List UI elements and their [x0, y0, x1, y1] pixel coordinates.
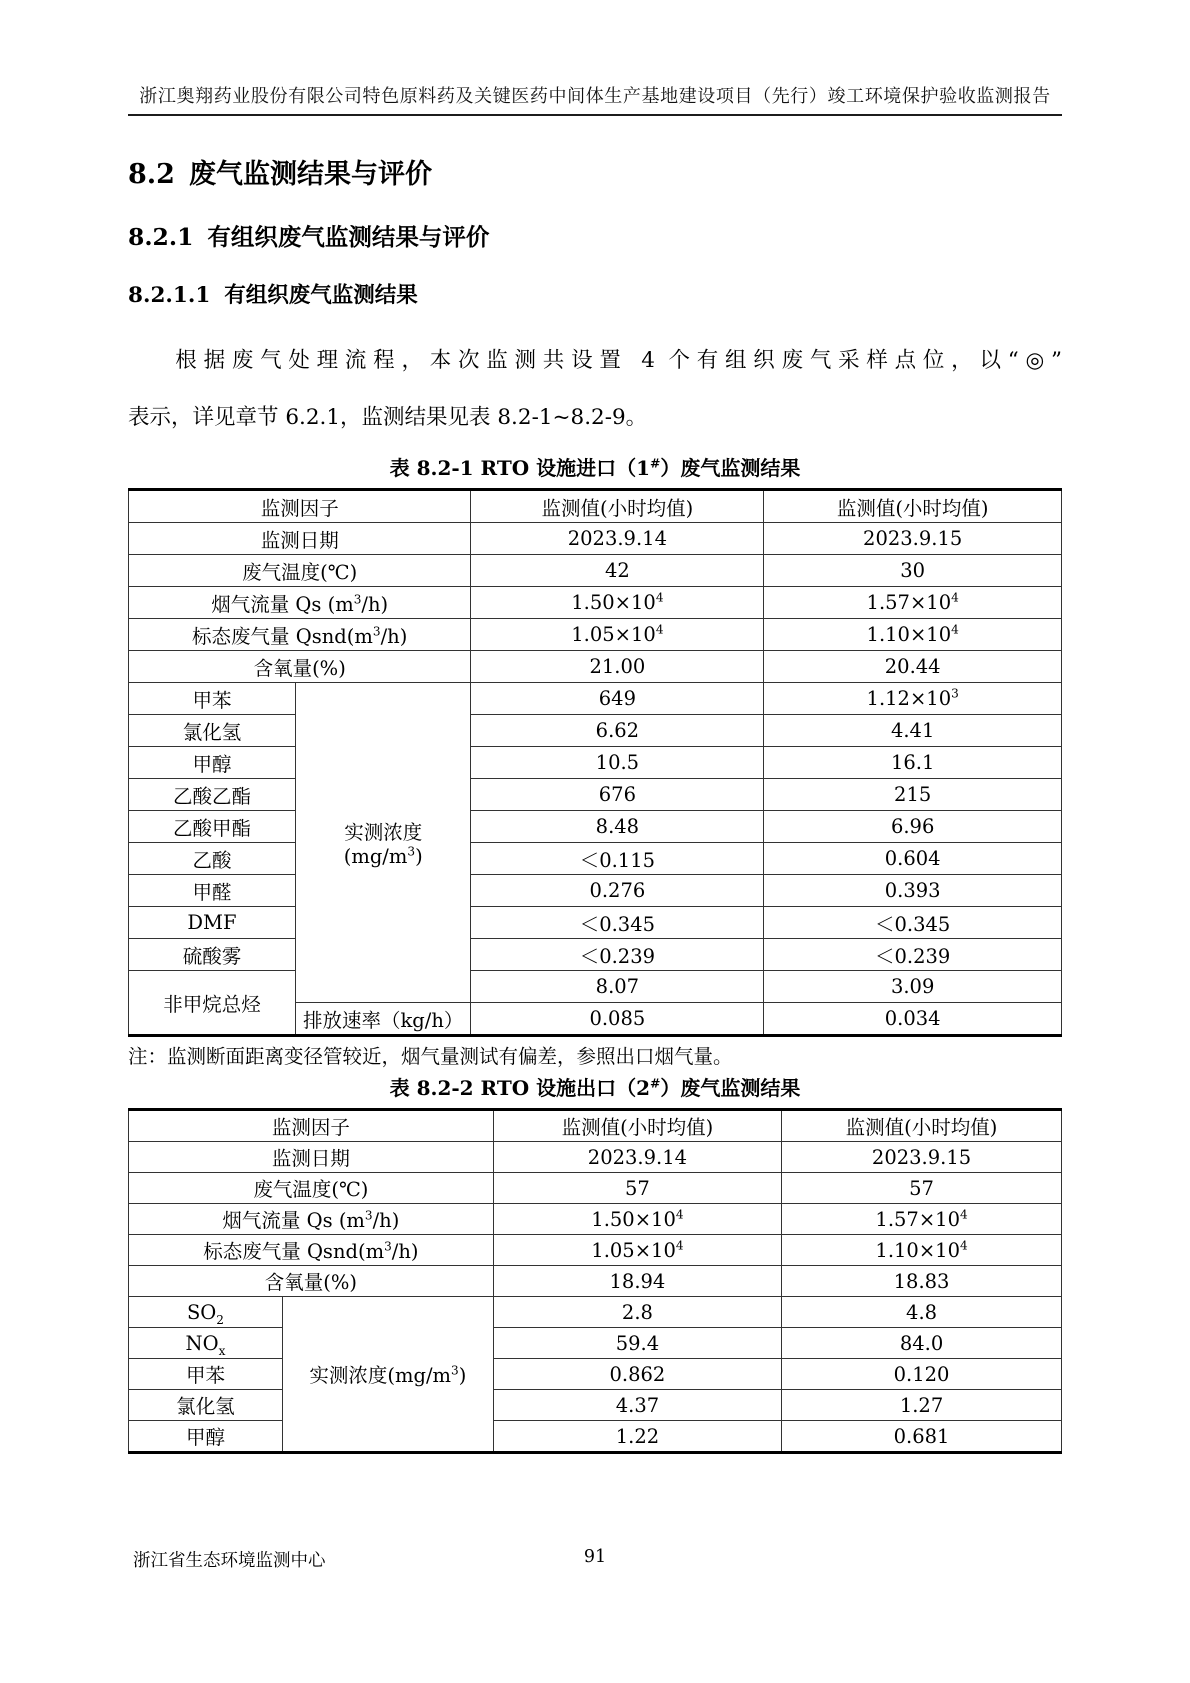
factor-label-cell: 废气温度(℃): [129, 555, 471, 587]
factor-label-cell: 烟气流量 Qs $(m^3/h)$: [129, 587, 471, 619]
value-cell: 4.41: [764, 715, 1062, 747]
value-cell: $1.57\times 10^4$: [764, 587, 1062, 619]
value-cell: $1.50\times 10^4$: [493, 1204, 781, 1235]
value-cell: 6.62: [471, 715, 764, 747]
value-cell: 57: [493, 1173, 781, 1204]
table-row: [129, 1204, 1062, 1235]
value-cell: 0.862: [493, 1359, 781, 1390]
table-row: [129, 619, 1062, 651]
report-header: [128, 82, 1062, 116]
table-row: [129, 1328, 1062, 1359]
factor-label-cell: 含氧量(%): [129, 1266, 494, 1297]
factor-label-cell: 废气温度(℃): [129, 1173, 494, 1204]
factor-label-cell: 监测日期: [129, 1142, 494, 1173]
value-cell: 16.1: [764, 747, 1062, 779]
table-row: [129, 715, 1062, 747]
pollutant-label-cell: 硫酸雾: [129, 939, 296, 971]
column-header-cell: 监测值(小时均值): [782, 1110, 1062, 1142]
value-cell: 21.00: [471, 651, 764, 683]
value-cell: ＜0.115: [471, 843, 764, 875]
table-row: [129, 1142, 1062, 1173]
table-row: [129, 779, 1062, 811]
value-cell: ＜0.239: [764, 939, 1062, 971]
value-cell: 0.085: [471, 1003, 764, 1036]
table-row: [129, 811, 1062, 843]
table-row: [129, 587, 1062, 619]
value-cell: 1.22: [493, 1421, 781, 1453]
value-cell: ＜0.239: [471, 939, 764, 971]
pollutant-label-cell: 乙酸乙酯: [129, 779, 296, 811]
factor-label-cell: 标态废气量 $Qsnd(m^3/h)$: [129, 619, 471, 651]
heading-text: 有组织废气监测结果与评价: [207, 223, 490, 251]
footer-org-name: 浙江省生态环境监测中心: [133, 1551, 326, 1571]
paragraph-line: 根据废气处理流程，本次监测共设置 4 个有组织废气采样点位，以“◎”: [175, 348, 1062, 373]
value-cell: $1.10\times 10^4$: [764, 619, 1062, 651]
pollutant-label-cell: 乙酸: [129, 843, 296, 875]
pollutant-label-cell: $SO_2$: [129, 1297, 283, 1328]
table-8-2-1: [128, 488, 1062, 1037]
pollutant-label-cell: 甲苯: [129, 1359, 283, 1390]
table-row: [129, 555, 1062, 587]
table-8-2-1-title: 表 8.2-1 RTO 设施进口（1#）废气监测结果: [389, 455, 801, 480]
pollutant-label-cell: 氯化氢: [129, 1390, 283, 1421]
pollutant-label-cell: DMF: [129, 907, 296, 939]
value-cell: 30: [764, 555, 1062, 587]
value-cell: 57: [782, 1173, 1062, 1204]
column-header-cell: 监测值(小时均值): [471, 490, 764, 523]
value-cell: $1.10\times 10^4$: [782, 1235, 1062, 1266]
value-cell: 18.83: [782, 1266, 1062, 1297]
table-row: [129, 1421, 1062, 1453]
column-header-cell: 监测因子: [129, 490, 471, 523]
value-cell: $1.12\times 10^3$: [764, 683, 1062, 715]
factor-label-cell: 含氧量(%): [129, 651, 471, 683]
value-cell: 10.5: [471, 747, 764, 779]
value-cell: 8.07: [471, 971, 764, 1003]
value-cell: 2023.9.15: [764, 523, 1062, 555]
pollutant-label-cell: 非甲烷总烃: [129, 971, 296, 1036]
value-cell: 18.94: [493, 1266, 781, 1297]
emission-rate-label-cell: 排放速率（kg/h）: [296, 1003, 471, 1036]
table-row: [129, 843, 1062, 875]
table-row: [129, 490, 1062, 523]
pollutant-label-cell: 甲醇: [129, 747, 296, 779]
section-heading-8-2-1-1: [128, 282, 1062, 310]
report-header-title: 浙江奥翔药业股份有限公司特色原料药及关键医药中间体生产基地建设项目（先行）竣工环境保护验收监测报告: [139, 86, 1051, 107]
value-cell: 0.604: [764, 843, 1062, 875]
column-header-cell: 监测值(小时均值): [764, 490, 1062, 523]
value-cell: $1.05\times 10^4$: [471, 619, 764, 651]
heading-number: 8.2: [128, 159, 175, 190]
value-cell: ＜0.345: [764, 907, 1062, 939]
value-cell: 3.09: [764, 971, 1062, 1003]
value-cell: $1.05\times 10^4$: [493, 1235, 781, 1266]
value-cell: 676: [471, 779, 764, 811]
table-row: [129, 1235, 1062, 1266]
value-cell: $1.50\times 10^4$: [471, 587, 764, 619]
measured-concentration-group-cell: 实测浓度$(mg/m^3)$: [282, 1297, 493, 1453]
value-cell: 0.393: [764, 875, 1062, 907]
table-row: [129, 875, 1062, 907]
value-cell: 2.8: [493, 1297, 781, 1328]
value-cell: 0.276: [471, 875, 764, 907]
pollutant-label-cell: $NO_x$: [129, 1328, 283, 1359]
page-number: 91: [583, 1547, 607, 1567]
pollutant-label-cell: 甲醛: [129, 875, 296, 907]
page-footer: [0, 1547, 1190, 1573]
table-row: [129, 1266, 1062, 1297]
heading-number: 8.2.1: [128, 223, 194, 251]
value-cell: 0.681: [782, 1421, 1062, 1453]
section-heading-8-2: [128, 158, 1062, 192]
column-header-cell: 监测值(小时均值): [493, 1110, 781, 1142]
heading-number: 8.2.1.1: [128, 283, 211, 308]
factor-label-cell: 监测日期: [129, 523, 471, 555]
table-row: [129, 971, 1062, 1003]
factor-label-cell: 烟气流量 Qs $(m^3/h)$: [129, 1204, 494, 1235]
table-row: [129, 747, 1062, 779]
value-cell: 2023.9.14: [471, 523, 764, 555]
value-cell: 2023.9.15: [782, 1142, 1062, 1173]
paragraph-line: 表示，详见章节 6.2.1，监测结果见表 8.2-1~8.2-9。: [128, 405, 648, 430]
value-cell: 4.8: [782, 1297, 1062, 1328]
value-cell: $1.57\times 10^4$: [782, 1204, 1062, 1235]
value-cell: 59.4: [493, 1328, 781, 1359]
heading-text: 废气监测结果与评价: [188, 159, 432, 190]
value-cell: 84.0: [782, 1328, 1062, 1359]
value-cell: 0.120: [782, 1359, 1062, 1390]
heading-text: 有组织废气监测结果: [224, 283, 418, 308]
pollutant-label-cell: 氯化氢: [129, 715, 296, 747]
value-cell: ＜0.345: [471, 907, 764, 939]
value-cell: 649: [471, 683, 764, 715]
factor-label-cell: 标态废气量 $Qsnd(m^3/h)$: [129, 1235, 494, 1266]
column-header-cell: 监测因子: [129, 1110, 494, 1142]
table-row: [129, 523, 1062, 555]
table-row: [129, 1173, 1062, 1204]
measured-concentration-group-cell: 实测浓度 $(mg/m^3)$: [296, 683, 471, 1003]
value-cell: 42: [471, 555, 764, 587]
table-8-2-2-title: 表 8.2-2 RTO 设施出口（2#）废气监测结果: [389, 1075, 801, 1100]
table-row: [129, 1359, 1062, 1390]
pollutant-label-cell: 甲苯: [129, 683, 296, 715]
table-row: [129, 907, 1062, 939]
table-row: [129, 651, 1062, 683]
value-cell: 1.27: [782, 1390, 1062, 1421]
value-cell: 2023.9.14: [493, 1142, 781, 1173]
table-note: 注：监测断面距离变径管较近，烟气量测试有偏差，参照出口烟气量。: [128, 1045, 733, 1068]
pollutant-label-cell: 甲醇: [129, 1421, 283, 1453]
intro-paragraph: [128, 332, 1062, 446]
table-row: [129, 1297, 1062, 1328]
table-row: [129, 939, 1062, 971]
table-row: [129, 683, 1062, 715]
table-row: [129, 1110, 1062, 1142]
value-cell: 215: [764, 779, 1062, 811]
value-cell: 0.034: [764, 1003, 1062, 1036]
value-cell: 8.48: [471, 811, 764, 843]
value-cell: 20.44: [764, 651, 1062, 683]
section-heading-8-2-1: [128, 222, 1062, 252]
table-8-2-2: [128, 1108, 1062, 1454]
pollutant-label-cell: 乙酸甲酯: [129, 811, 296, 843]
value-cell: 4.37: [493, 1390, 781, 1421]
value-cell: 6.96: [764, 811, 1062, 843]
table-row: [129, 1390, 1062, 1421]
